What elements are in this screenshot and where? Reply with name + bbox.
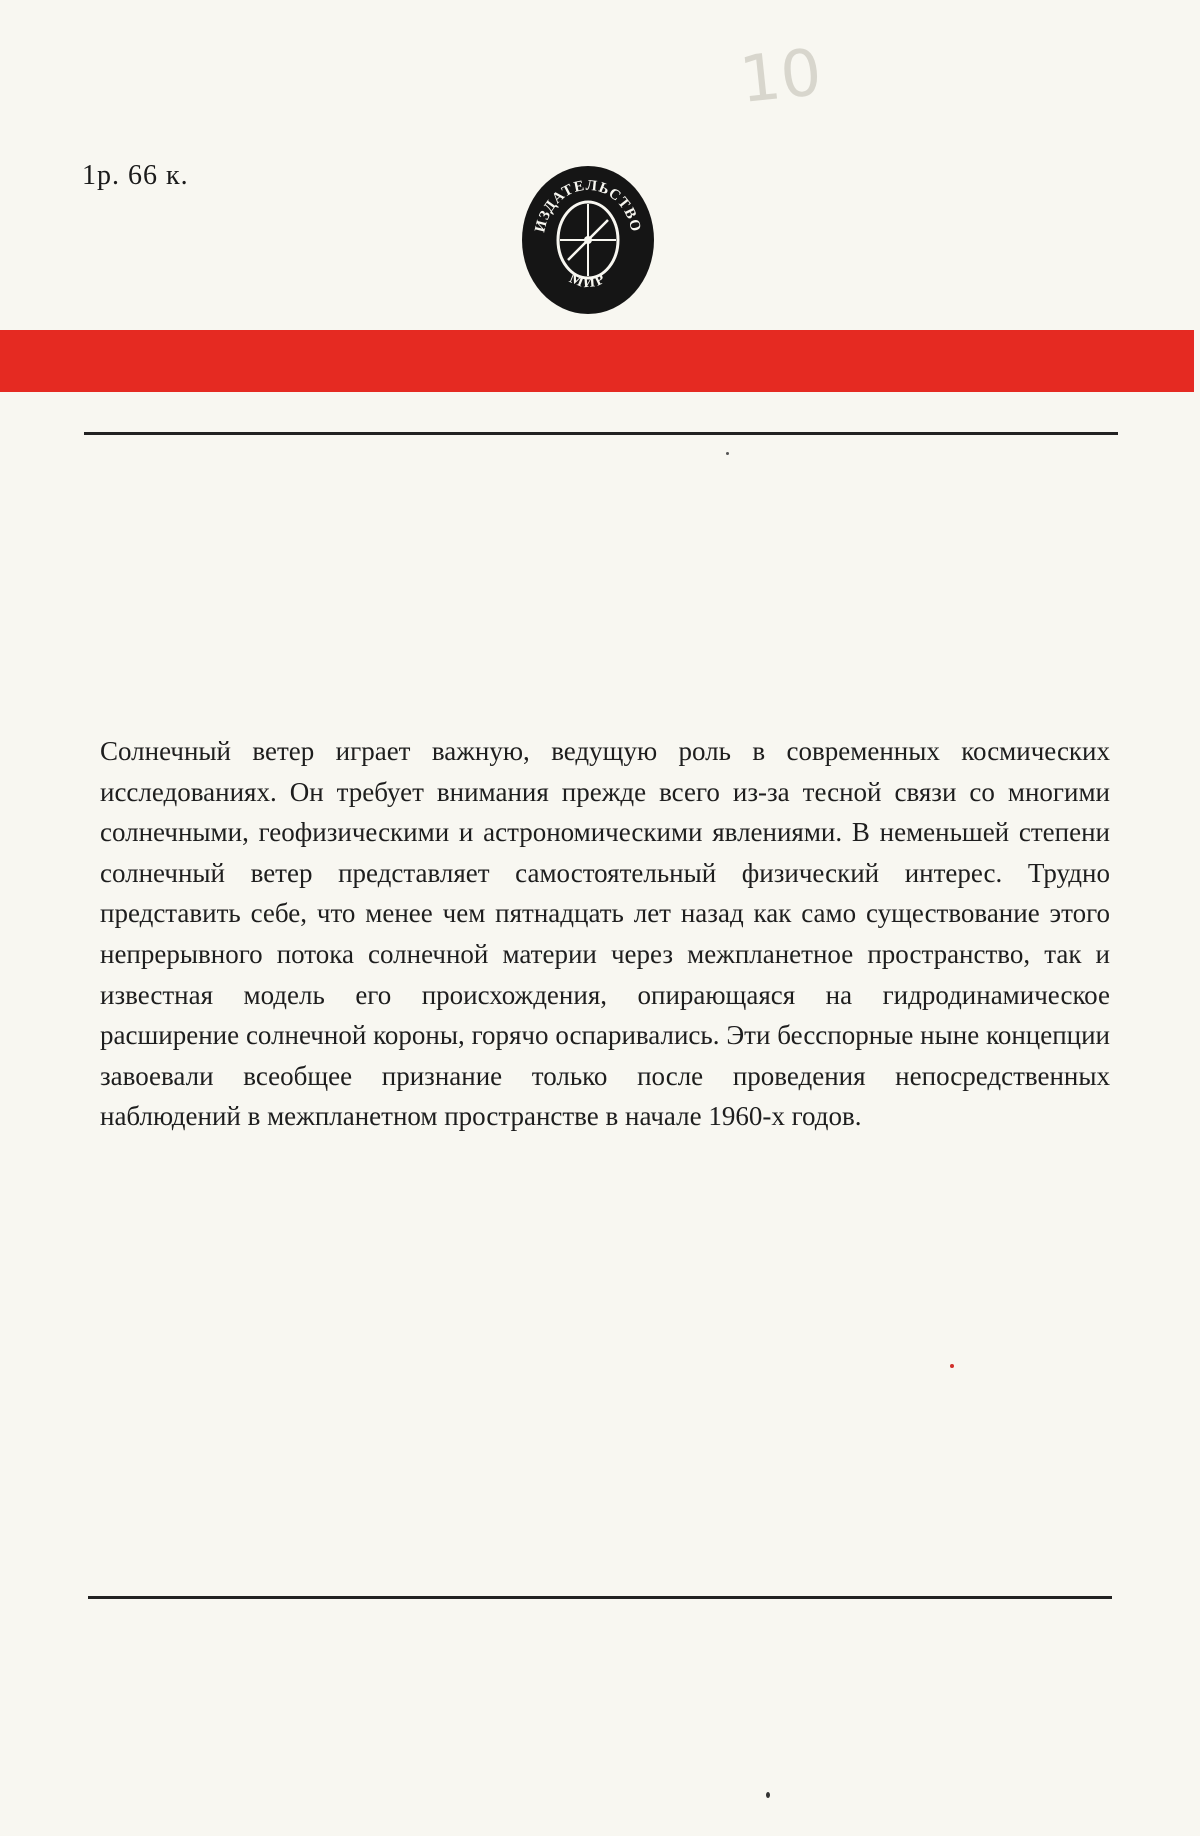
top-divider xyxy=(84,432,1118,435)
handwritten-mark: 10 xyxy=(736,35,826,119)
annotation-text: Солнечный ветер играет важную, ведущую роль в современных космических исследованиях. Он требует внимания прежде всего из-за тесной связи со многими солнечными, геофизическими и астрономическими явлениями. В неменьшей степени солнечный ветер представляет самостоятельный физический интерес. Трудно представить себе, что менее чем пятнадцать лет назад как само существование этого непрерывного потока солнечной материи через межпланетное пространство, так и известная модель его происхождения, опирающаяся на гидродинамическое расширение солнечной короны, горячо оспаривались. Эти бесспорные ныне концепции завоевали всеобщее признание только после проведения непосредственных наблюдений в межпланетном пространстве в начале 1960-х годов. xyxy=(100,736,1110,1132)
mir-globe-icon xyxy=(520,164,656,316)
ink-speck xyxy=(726,452,729,455)
bottom-divider xyxy=(88,1596,1112,1599)
logo-text-top: ИЗДАТЕЛЬСТВО xyxy=(532,177,644,234)
ink-speck xyxy=(766,1792,770,1798)
publisher-logo xyxy=(520,164,656,316)
red-accent-band xyxy=(0,330,1194,392)
price-label: 1р. 66 к. xyxy=(82,160,189,191)
ink-speck xyxy=(950,1364,954,1368)
logo-text-bottom: МИР xyxy=(566,270,610,292)
